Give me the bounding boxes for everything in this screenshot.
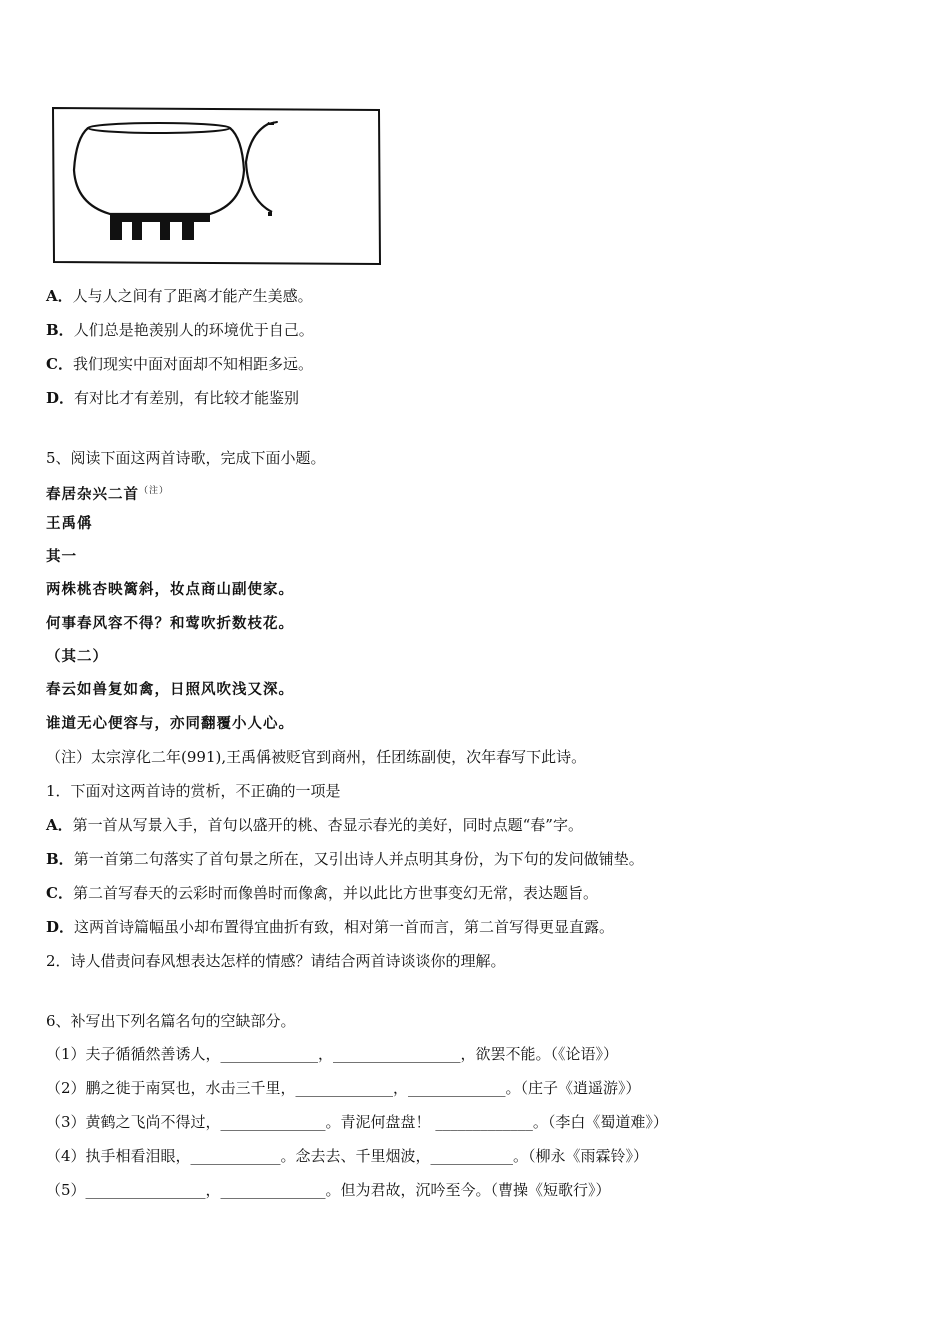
poem-line: 两株桃杏映篱斜，妆点商山副使家。 xyxy=(46,581,294,598)
option-letter: A． xyxy=(46,816,73,834)
q6-item: （5）________________，______________。但为君故，沉吟至今。（曹操《短歌行》） xyxy=(46,1181,611,1199)
option-text: 有对比才有差别，有比较才能鉴别 xyxy=(74,389,300,407)
option-text: 第二首写春天的云彩时而像兽时而像禽，并以此比方世事变幻无常，表达题旨。 xyxy=(72,884,598,902)
option-text: 人与人之间有了距离才能产生美感。 xyxy=(72,287,313,305)
q5-sub1-option-c xyxy=(46,883,598,903)
q4-option-d xyxy=(46,388,299,408)
poem-part2-label: （其二） xyxy=(46,648,108,665)
q4-option-a xyxy=(46,286,313,306)
option-letter: C． xyxy=(46,884,73,902)
poem-title-note: （注） xyxy=(139,486,170,496)
poem-author: 王禹偁 xyxy=(46,515,93,532)
q6-heading: 6、补写出下列名篇名句的空缺部分。 xyxy=(46,1012,296,1030)
q5-sub1-option-d xyxy=(46,917,614,937)
option-text: 第一首第二句落实了首句景之所在，又引出诗人并点明其身份，为下句的发问做铺垫。 xyxy=(73,850,644,868)
q4-option-b xyxy=(46,320,314,340)
q6-item: （2）鹏之徙于南冥也，水击三千里，_____________，_____________。（庄子《逍遥游》） xyxy=(46,1079,641,1097)
q5-sub2: 2．诗人借责问春风想表达怎样的情感？请结合两首诗谈谈你的理解。 xyxy=(46,952,506,970)
q5-heading: 5、阅读下面这两首诗歌，完成下面小题。 xyxy=(46,449,326,467)
poem-line: 春云如兽复如禽，日照风吹浅又深。 xyxy=(46,681,294,698)
q6-item: （4）执手相看泪眼，____________。念去去、千里烟波，___________。（柳永《雨霖铃》） xyxy=(46,1147,649,1165)
q6-item: （1）夫子循循然善诱人，_____________，_________________，欲罢不能。（《论语》） xyxy=(46,1045,619,1063)
q5-sub1-option-a xyxy=(46,815,583,835)
q4-option-c xyxy=(46,354,313,374)
option-letter: C． xyxy=(46,355,73,373)
option-text: 第一首从写景入手，首句以盛开的桃、杏显示春光的美好，同时点题“春”字。 xyxy=(72,816,583,834)
option-letter: D． xyxy=(46,918,75,936)
poem-title xyxy=(46,481,169,505)
poem-note: （注）太宗淳化二年(991),王禹偁被贬官到商州，任团练副使，次年春写下此诗。 xyxy=(46,748,587,766)
poem-title-text: 春居杂兴二首 xyxy=(46,485,139,503)
option-letter: B． xyxy=(46,321,74,339)
q5-sub1: 1．下面对这两首诗的赏析，不正确的一项是 xyxy=(46,782,341,800)
option-letter: D． xyxy=(46,389,75,407)
option-text: 人们总是艳羡别人的环境优于自己。 xyxy=(73,321,314,339)
q6-item: （3）黄鹤之飞尚不得过，______________。青泥何盘盘！ _____________。（李白《蜀道难》） xyxy=(46,1113,668,1131)
option-text: 这两首诗篇幅虽小却布置得宜曲折有致，相对第一首而言，第二首写得更显直露。 xyxy=(74,918,615,936)
poem-line: 谁道无心便容与，亦同翻覆小人心。 xyxy=(46,715,294,732)
option-letter: B． xyxy=(46,850,74,868)
poem-part1-label: 其一 xyxy=(46,548,77,565)
q5-sub1-option-b xyxy=(46,849,644,869)
option-text: 我们现实中面对面却不知相距多远。 xyxy=(72,355,313,373)
poem-line: 何事春风容不得？和莺吹折数枝花。 xyxy=(46,615,294,632)
option-letter: A． xyxy=(46,287,73,305)
goldfish-bowl-illustration xyxy=(50,104,382,268)
